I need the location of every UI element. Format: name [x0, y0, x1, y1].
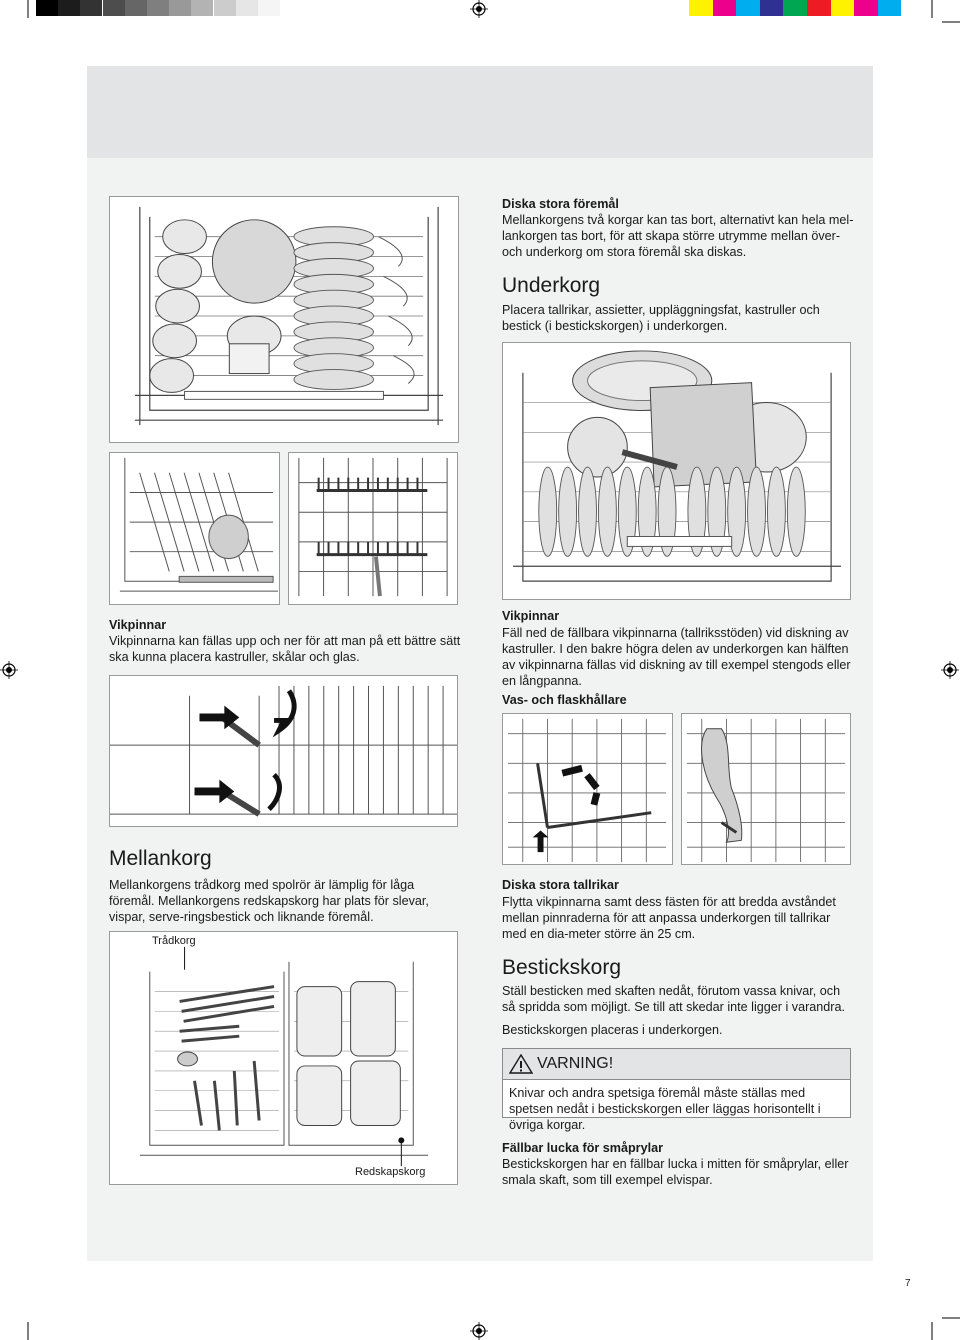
- fold-tines-arrows-illustration: [109, 675, 458, 827]
- bestickskorg-body-2: Bestickskorgen placeras i underkorgen.: [502, 1023, 723, 1037]
- lower-basket-illustration: [502, 342, 851, 600]
- vase-holder-right-illustration: [681, 713, 851, 865]
- page-number: 7: [905, 1278, 911, 1289]
- fallbar-lucka-body: Bestickskorgen har en fällbar lucka i mitten för småprylar, eller smala skaft, som till exempel elvispar.: [502, 1157, 849, 1187]
- diska-stora-tallrikar-body: Flytta vikpinnarna samt dess fästen för att bredda avståndet mellan pinnraderna för att anpassa underkorgen till tallrikar med en dia-meter större än 25 cm.: [502, 895, 836, 941]
- gray-swatch: [80, 0, 102, 16]
- color-swatch: [760, 0, 784, 16]
- vikpinnar-left-body: Vikpinnarna kan fällas upp och ner för att man på ett bättre sätt ska kunna placera kastruller, skålar och glas.: [109, 634, 461, 664]
- crop-mark-icon: [0, 0, 30, 30]
- color-swatch: [689, 0, 713, 16]
- warning-header: [503, 1049, 850, 1080]
- gray-swatch: [258, 0, 280, 16]
- color-swatch: [713, 0, 737, 16]
- vikpinnar-left-heading: Vikpinnar: [109, 618, 167, 632]
- warning-title: VARNING!: [537, 1055, 614, 1072]
- color-swatch: [783, 0, 807, 16]
- vikpinnar-right-body: Fäll ned de fällbara vikpinnarna (tallriksstöden) vid diskning av kastruller. I den bakre högra delen av underkorgen kan hälften av vikpinnarna fällas vid diskning av till exempel stengods eller en långpanna.: [502, 626, 851, 688]
- mellankorg-body: Mellankorgens trådkorg med spolrör är lämplig för låga föremål. Mellankorgens redskapskorg har plats för slevar, vispar, serve-ringsbestick och liknande föremål.: [109, 878, 429, 924]
- registration-mark-icon: [941, 661, 959, 679]
- redskapskorg-label: Redskapskorg: [355, 1166, 426, 1178]
- crop-mark-icon: [930, 1310, 960, 1340]
- registration-mark-icon: [470, 0, 488, 18]
- registration-mark-icon: [470, 1322, 488, 1340]
- diska-stora-foremal-body: Mellankorgens två korgar kan tas bort, alternativt kan hela mel-lankorgen tas bort, för att skapa större utrymme mellan över- och underkorg om stora föremål ska diskas.: [502, 213, 854, 259]
- color-swatch: [736, 0, 760, 16]
- underkorg-heading: Underkorg: [502, 274, 601, 297]
- foldable-tines-right-illustration: [288, 452, 458, 605]
- mellankorg-heading: Mellankorg: [109, 847, 212, 870]
- gray-swatch: [125, 0, 147, 16]
- gray-swatch: [236, 0, 258, 16]
- color-swatch: [901, 0, 925, 16]
- warning-box: [502, 1048, 851, 1132]
- fallbar-lucka-heading: Fällbar lucka för småprylar: [502, 1141, 663, 1155]
- underkorg-body: Placera tallrikar, assietter, uppläggningsfat, kastruller och bestick (i bestickskorgen) i underkorgen.: [502, 303, 820, 333]
- gray-swatch: [36, 0, 58, 16]
- gray-swatch: [58, 0, 80, 16]
- diska-stora-tallrikar-heading: Diska stora tallrikar: [502, 878, 619, 892]
- color-swatch: [831, 0, 855, 16]
- diska-stora-foremal-heading: Diska stora föremål: [502, 197, 619, 211]
- color-swatch: [854, 0, 878, 16]
- gray-swatch: [214, 0, 236, 16]
- foldable-tines-left-illustration: [109, 452, 280, 605]
- registration-mark-icon: [0, 661, 18, 679]
- crop-mark-icon: [0, 1310, 30, 1340]
- color-swatch: [878, 0, 902, 16]
- middle-basket-illustration: [109, 931, 458, 1185]
- vase-holder-left-illustration: [502, 713, 673, 865]
- panel-header-band: [87, 66, 873, 158]
- vas-flaskhallare-heading: Vas- och flaskhållare: [502, 693, 627, 707]
- vikpinnar-right-heading: Vikpinnar: [502, 609, 560, 623]
- bestickskorg-heading: Bestickskorg: [502, 956, 622, 979]
- upper-basket-illustration: [109, 196, 459, 443]
- gray-swatch: [169, 0, 191, 16]
- color-swatch: [807, 0, 831, 16]
- warning-body: Knivar och andra spetsiga föremål måste ställas med spetsen nedåt i bestickskorgen eller läggas horisontellt i övriga korgar.: [509, 1086, 821, 1132]
- warning-triangle-icon: [509, 1054, 533, 1074]
- tradkorg-label: Trådkorg: [152, 935, 196, 947]
- gray-swatch: [191, 0, 213, 16]
- gray-swatch: [103, 0, 125, 16]
- bestickskorg-body-1: Ställ besticken med skaften nedåt, förutom vassa knivar, och så spridda som möjligt. Se till att skedar inte ligger i varandra.: [502, 984, 845, 1014]
- gray-swatch: [147, 0, 169, 16]
- crop-mark-icon: [930, 0, 960, 30]
